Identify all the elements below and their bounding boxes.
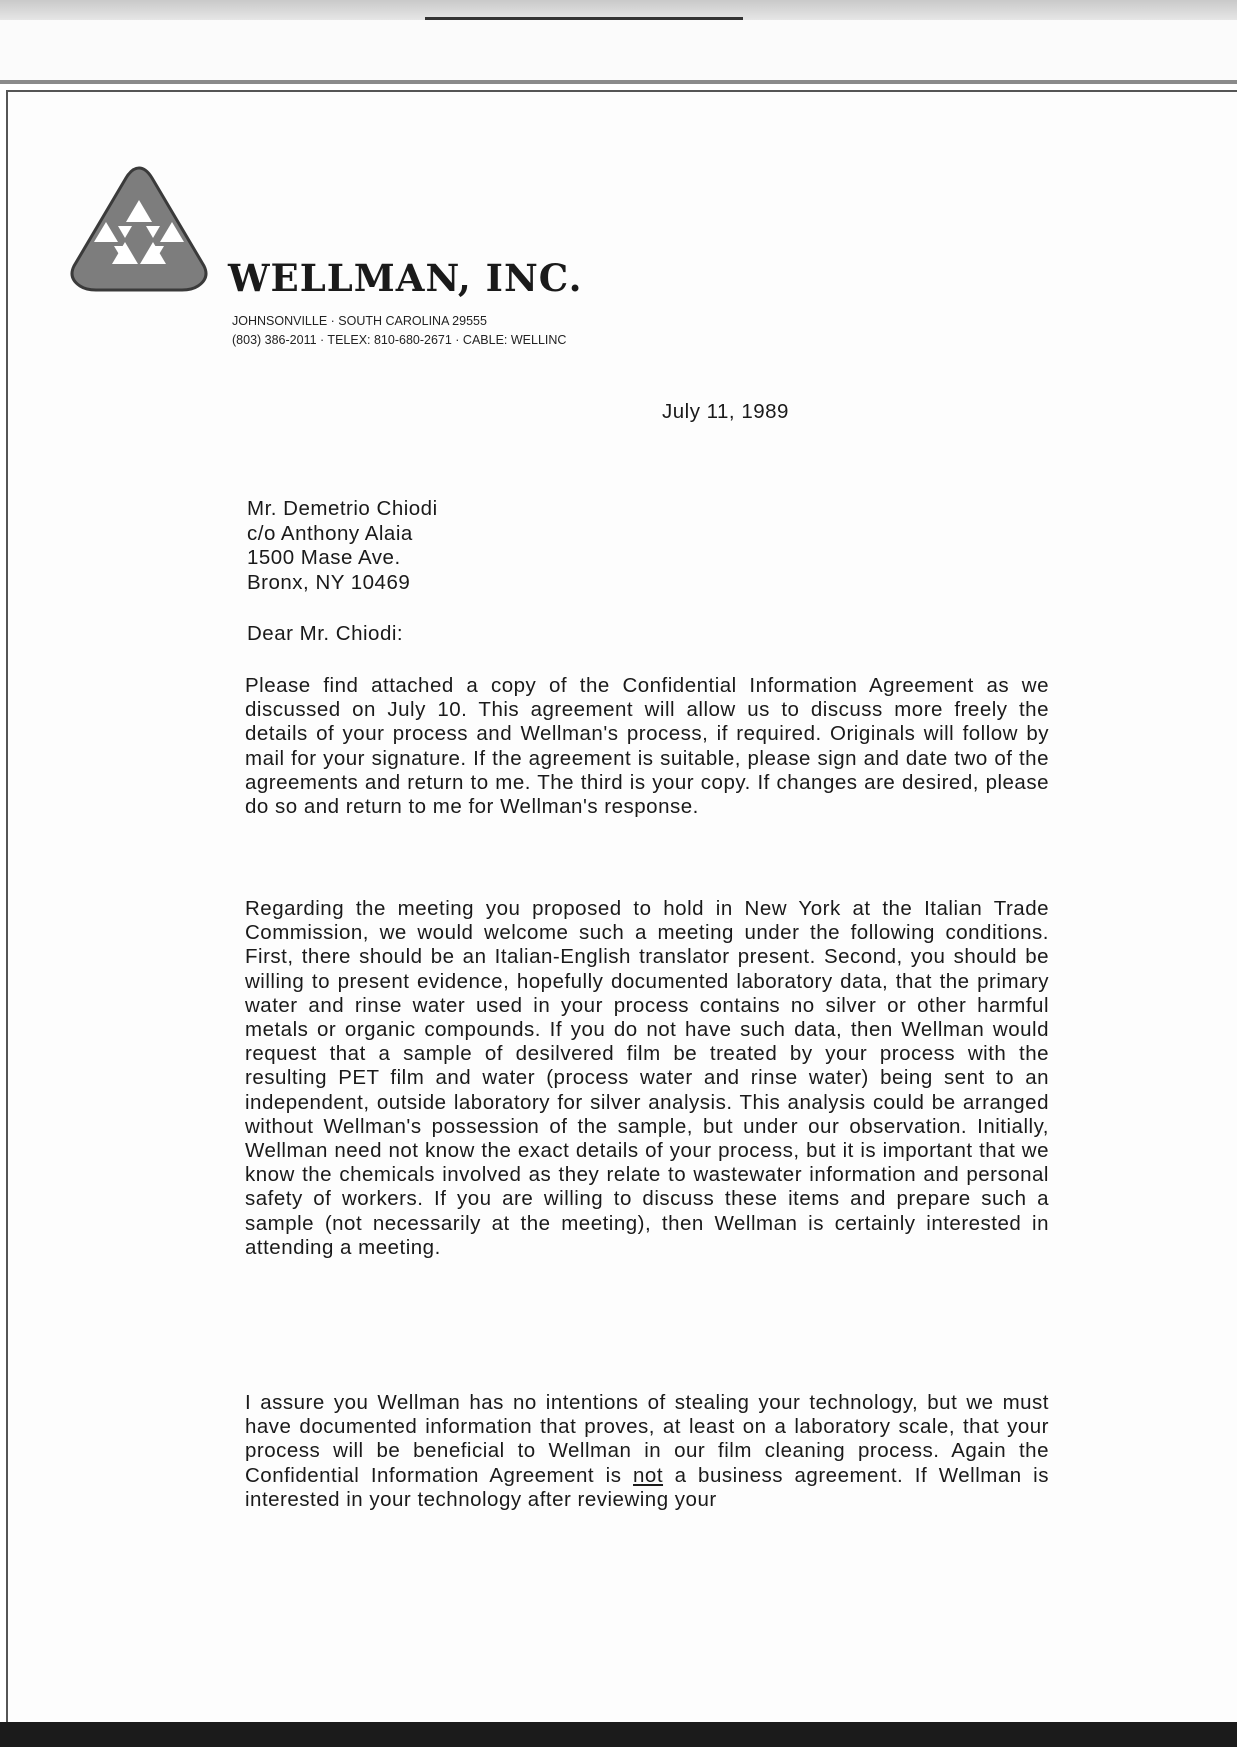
body-paragraph-3 bbox=[245, 1391, 1049, 1512]
address-line: JOHNSONVILLE · SOUTH CAROLINA 29555 bbox=[232, 314, 487, 328]
company-name: WELLMAN, INC. bbox=[228, 256, 583, 300]
recipient-care-of: c/o Anthony Alaia bbox=[247, 521, 413, 545]
body-paragraph-2: Regarding the meeting you proposed to hold in New York at the Italian Trade Commission, we would welcome such a meeting under the following conditions. First, there should be an Italian-English translator present. Second, you should be willing to present evidence, hopefully documented laboratory data, that the primary water and rinse water used in your process contains no silver or other harmful metals or organic compounds. If you do not have such data, then Wellman would request that a sample of desilvered film be treated by your process with the resulting PET film and water (process water and rinse water) being sent to an independent, outside laboratory for silver analysis. This analysis could be arranged without Wellman's possession of the sample, but under our observation. Initially, Wellman need not know the exact details of your process, but it is important that we know the chemicals involved as they relate to wastewater information and personal safety of workers. If you are willing to discuss these items and prepare such a sample (not necessarily at the meeting), then Wellman is certainly interested in attending a meeting. bbox=[245, 897, 1049, 1259]
body-paragraph-1: Please find attached a copy of the Confidential Information Agreement as we discussed on July 10. This agreement will allow us to discuss more freely the details of your process and Wellman's process, if required. Originals will follow by mail for your signature. If the agreement is suitable, please sign and date two of the agreements and return to me. The third is your copy. If changes are desired, please do so and return to me for Wellman's response. bbox=[245, 674, 1049, 819]
emphasis-not: not bbox=[633, 1463, 664, 1487]
scan-rule bbox=[0, 80, 1237, 84]
triangle-logo-icon bbox=[66, 160, 212, 296]
company-address bbox=[232, 312, 566, 350]
recipient-street: 1500 Mase Ave. bbox=[247, 546, 401, 569]
paragraph-text: I assure you Wellman has no intentions of stealing your technology, but we must have documented information that proves, at least on a laboratory scale, that your process will be beneficial to Wellman in our film cleaning process. Again the Confidential Information Agreement is bbox=[245, 1391, 1049, 1487]
recipient-address bbox=[247, 497, 438, 595]
scan-gap bbox=[0, 20, 1237, 82]
scan-bottom-edge bbox=[0, 1722, 1237, 1747]
contact-line: (803) 386-2011 · TELEX: 810-680-2671 · CABLE: WELLINC bbox=[232, 333, 567, 347]
paragraph-text-end: a business agreement. If Wellman is interested in your technology after reviewing your bbox=[245, 1463, 1049, 1511]
letter-date: July 11, 1989 bbox=[662, 400, 789, 423]
recipient-name: Mr. Demetrio Chiodi bbox=[247, 497, 438, 520]
salutation: Dear Mr. Chiodi: bbox=[247, 622, 404, 645]
recipient-city: Bronx, NY 10469 bbox=[247, 570, 411, 594]
